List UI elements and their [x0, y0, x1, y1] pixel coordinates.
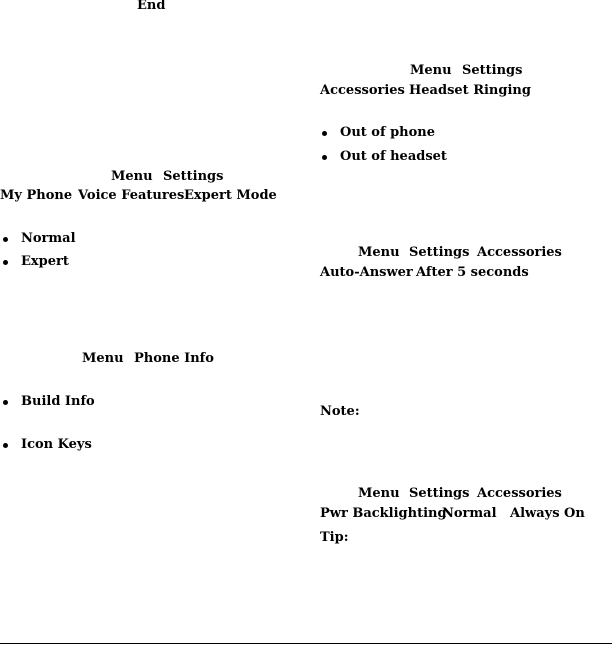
- tip-label: Tip:: [320, 530, 349, 545]
- phone-info-path-phone-info: Phone Info: [134, 351, 214, 366]
- backlighting-path-accessories: Accessories: [477, 486, 562, 501]
- end-key-label: End: [137, 0, 166, 13]
- expert-mode-path-menu: Menu: [111, 169, 153, 184]
- expert-mode-path-my-phone: My Phone: [0, 188, 73, 203]
- expert-mode-option-expert: Expert: [21, 254, 69, 269]
- note-label: Note:: [320, 404, 360, 419]
- bullet-icon: [3, 443, 8, 448]
- bullet-icon: [3, 260, 8, 265]
- backlighting-path-menu: Menu: [358, 486, 400, 501]
- backlighting-path-always-on: Always On: [510, 506, 585, 521]
- expert-mode-path-voice-features: Voice Features: [78, 188, 185, 203]
- phone-info-option-icon-keys: Icon Keys: [21, 437, 92, 452]
- auto-answer-path-accessories: Accessories: [477, 245, 562, 260]
- backlighting-path-normal: Normal: [442, 506, 497, 521]
- auto-answer-path-auto-answer: Auto-Answer: [320, 265, 413, 280]
- footer-rule: [0, 643, 612, 644]
- headset-path-accessories: Accessories: [320, 83, 405, 98]
- expert-mode-path-settings: Settings: [163, 169, 224, 184]
- phone-info-option-build-info: Build Info: [21, 394, 95, 409]
- bullet-icon: [322, 131, 327, 136]
- auto-answer-path-settings: Settings: [409, 245, 470, 260]
- bullet-icon: [3, 400, 8, 405]
- headset-option-out-of-headset: Out of headset: [340, 149, 447, 164]
- auto-answer-path-menu: Menu: [358, 245, 400, 260]
- auto-answer-path-after-5-seconds: After 5 seconds: [416, 265, 529, 280]
- headset-path-headset-ringing: Headset Ringing: [409, 83, 531, 98]
- backlighting-path-pwr-backlighting: Pwr Backlighting: [320, 506, 447, 521]
- expert-mode-option-normal: Normal: [21, 231, 76, 246]
- headset-option-out-of-phone: Out of phone: [340, 125, 436, 140]
- phone-info-path-menu: Menu: [82, 351, 124, 366]
- bullet-icon: [322, 155, 327, 160]
- expert-mode-path-expert-mode: Expert Mode: [184, 188, 277, 203]
- headset-path-settings: Settings: [462, 63, 523, 78]
- bullet-icon: [3, 237, 8, 242]
- headset-path-menu: Menu: [410, 63, 452, 78]
- backlighting-path-settings: Settings: [409, 486, 470, 501]
